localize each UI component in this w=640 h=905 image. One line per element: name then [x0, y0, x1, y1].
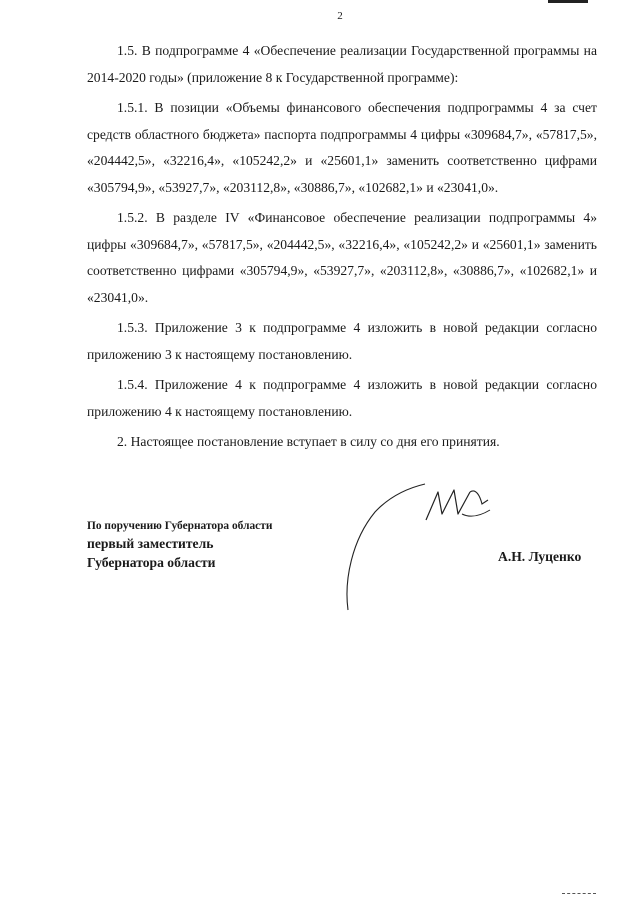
signature-block: [87, 518, 272, 572]
page-number: 2: [337, 10, 343, 22]
signer-name: А.Н. Луценко: [498, 549, 582, 564]
paragraph-1-5-3: 1.5.3. Приложение 3 к подпрограмме 4 изложить в новой редакции согласно приложению 3 к настоящему постановлению.: [87, 320, 597, 362]
signature-authority-line: По поручению Губернатора области: [87, 520, 273, 532]
document-body: [87, 38, 597, 456]
paragraph-2: 2. Настоящее постановление вступает в силу со дня его принятия.: [117, 434, 500, 449]
paragraph-1-5-4: 1.5.4. Приложение 4 к подпрограмме 4 изложить в новой редакции согласно приложению 4 к настоящему постановлению.: [87, 377, 597, 419]
scan-mark-top: [548, 0, 588, 3]
paragraph-1-5-2: 1.5.2. В разделе IV «Финансовое обеспечение реализации подпрограммы 4» цифры «309684,7», «57817,5», «204442,5», «32216,4», «105242,2» и «25601,1» заменить соответственно цифрами «305794,9», «53927,7», «203112,8», «30886,7», «102682,1» и «23041,0».: [87, 210, 597, 305]
paragraph-1-5: 1.5. В подпрограмме 4 «Обеспечение реализации Государственной программы на 2014-2020 годы» (приложение 8 к Государственной программе):: [87, 43, 597, 85]
paragraph-1-5-1: 1.5.1. В позиции «Объемы финансового обеспечения подпрограммы 4 за счет средств областного бюджета» паспорта подпрограммы 4 цифры «309684,7», «57817,5», «204442,5», «32216,4», «105242,2» и «25601,1» заменить соответственно цифрами «305794,9», «53927,7», «203112,8», «30886,7», «102682,1» и «23041,0».: [87, 100, 597, 195]
scan-mark-bottom: [562, 893, 596, 896]
signature-position-line: первый заместитель: [87, 536, 214, 551]
handwritten-signature: [330, 470, 510, 620]
signature-title-line: Губернатора области: [87, 555, 216, 570]
